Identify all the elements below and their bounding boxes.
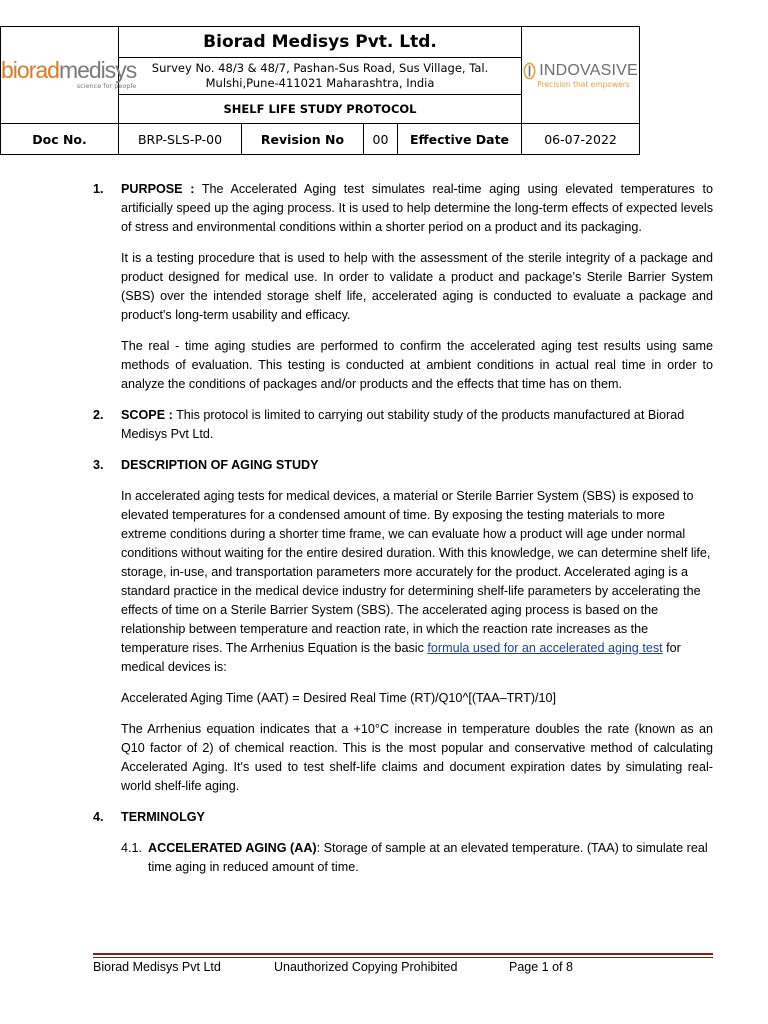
- page-footer: [93, 960, 713, 976]
- description-paragraph-2: The Arrhenius equation indicates that a +10°C increase in temperature doubles the rate (known as an Q10 factor of 2) of chemical reaction. This is the most popular and conservative method of calculating Accelerated Aging. It's used to test shelf-life claims and document expiration dates by simulating real-world shelf-life aging.: [121, 722, 713, 793]
- footer-rule-thin: [93, 957, 713, 958]
- protocol-title: SHELF LIFE STUDY PROTOCOL: [119, 95, 522, 124]
- section-number: 1.: [93, 182, 104, 196]
- accelerated-aging-definition: [148, 839, 713, 877]
- purpose-label: PURPOSE :: [121, 182, 195, 196]
- arrhenius-formula-link[interactable]: formula used for an accelerated aging test: [427, 641, 663, 655]
- biorad-logo-cell: [1, 27, 137, 124]
- section-scope: [93, 406, 713, 444]
- footer-page-number: Page 1 of 8: [509, 960, 573, 974]
- subsection-number: 4.1.: [121, 841, 143, 855]
- company-address: [119, 58, 522, 95]
- indovasive-logo: [523, 62, 638, 89]
- indovasive-tagline: Precision that empowers: [537, 79, 630, 89]
- doc-no-label: Doc No.: [1, 124, 119, 155]
- scope-label: SCOPE :: [121, 408, 173, 422]
- document-header-table: [0, 26, 640, 155]
- accelerated-aging-text: : Storage of sample at an elevated temperature. (TAA) to simulate real time aging in reduced amount of time.: [148, 841, 708, 874]
- aat-formula: Accelerated Aging Time (AAT) = Desired Real Time (RT)/Q10^[(TAA–TRT)/10]: [121, 691, 557, 705]
- logo-word-biorad: biorad: [1, 56, 59, 83]
- purpose-paragraph-2: It is a testing procedure that is used to help with the assessment of the sterile integrity of a package and product designed for medical use. In order to validate a product and package’s Sterile Barrier System (SBS) over the intended storage shelf life, accelerated aging is conducted to evaluate a package and product's long-term usability and efficacy.: [121, 251, 713, 322]
- logo-word-medisys: medisys: [58, 56, 137, 83]
- footer-company: Biorad Medisys Pvt Ltd: [93, 960, 221, 974]
- description-heading-text: DESCRIPTION OF AGING STUDY: [121, 458, 319, 472]
- section-description: [93, 456, 713, 796]
- section-number: 3.: [93, 458, 104, 472]
- terminology-item-accelerated-aging: [121, 839, 713, 877]
- company-name: Biorad Medisys Pvt. Ltd.: [119, 27, 522, 58]
- section-purpose: [93, 180, 713, 394]
- scope-text: This protocol is limited to carrying out stability study of the products manufactured at Biorad Medisys Pvt Ltd.: [121, 408, 685, 441]
- logo-tagline: science for people: [76, 81, 137, 90]
- description-heading: [121, 456, 713, 475]
- terminology-heading-text: TERMINOLGY: [121, 810, 205, 824]
- section-terminology: [93, 808, 713, 877]
- description-text: In accelerated aging tests for medical devices, a material or Sterile Barrier System (SBS) is exposed to elevated temperatures for a condensed amount of time. By exposing the testing materials to more extreme conditions during a shorter time frame, we can evaluate how a product will age under normal conditions without waiting for the entire desired duration. With this knowledge, we can determine shelf life, storage, in-use, and transportation parameters more accurately for the product. Accelerated aging is a standard practice in the medical device industry for determining shelf-life parameters by accelerating the effects of time on a Sterile Barrier System (SBS). The accelerated aging process is based on the relationship between temperature and reaction rate, in which the reaction rate increases as the temperature rises. The Arrhenius Equation is the basic: [121, 489, 711, 655]
- terminology-heading: [121, 808, 713, 827]
- purpose-text: The Accelerated Aging test simulates real-time aging using elevated temperatures to artificially speed up the aging process. It is used to help determine the long-term effects of expected levels of stress and environmental conditions within a shorter period on a product and its packaging.: [121, 182, 713, 234]
- address-line-2: Mulshi,Pune-411021 Maharashtra, India: [205, 76, 435, 90]
- purpose-paragraph-3: The real - time aging studies are performed to confirm the accelerated aging test results using same methods of evaluation. This testing is conducted at ambient conditions in actual real time in order to analyze the conditions of packages and/or products and the effects that time has on them.: [121, 339, 713, 391]
- description-paragraph-1: [121, 487, 713, 677]
- doc-no-value: BRP-SLS-P-00: [119, 124, 242, 155]
- effective-date-label: Effective Date: [398, 124, 522, 155]
- scope-paragraph: [121, 406, 713, 444]
- indovasive-mark-icon: [523, 62, 536, 80]
- description-text-end: for medical devices is:: [121, 641, 681, 674]
- effective-date-value: 06-07-2022: [522, 124, 640, 155]
- indovasive-wordmark: INDOVASIVE: [539, 61, 638, 79]
- purpose-paragraph-1: [121, 180, 713, 237]
- document-body: [93, 180, 713, 889]
- revision-label: Revision No: [242, 124, 364, 155]
- indovasive-logo-cell: [522, 27, 640, 124]
- footer-notice: Unauthorized Copying Prohibited: [274, 960, 458, 974]
- footer-rule: [93, 953, 713, 955]
- section-number: 4.: [93, 810, 104, 824]
- section-number: 2.: [93, 408, 104, 422]
- address-line-1: Survey No. 48/3 & 48/7, Pashan-Sus Road, Sus Village, Tal.: [151, 61, 489, 75]
- revision-value: 00: [364, 124, 398, 155]
- accelerated-aging-label: ACCELERATED AGING (AA): [148, 841, 317, 855]
- biorad-medisys-logo: [1, 56, 137, 90]
